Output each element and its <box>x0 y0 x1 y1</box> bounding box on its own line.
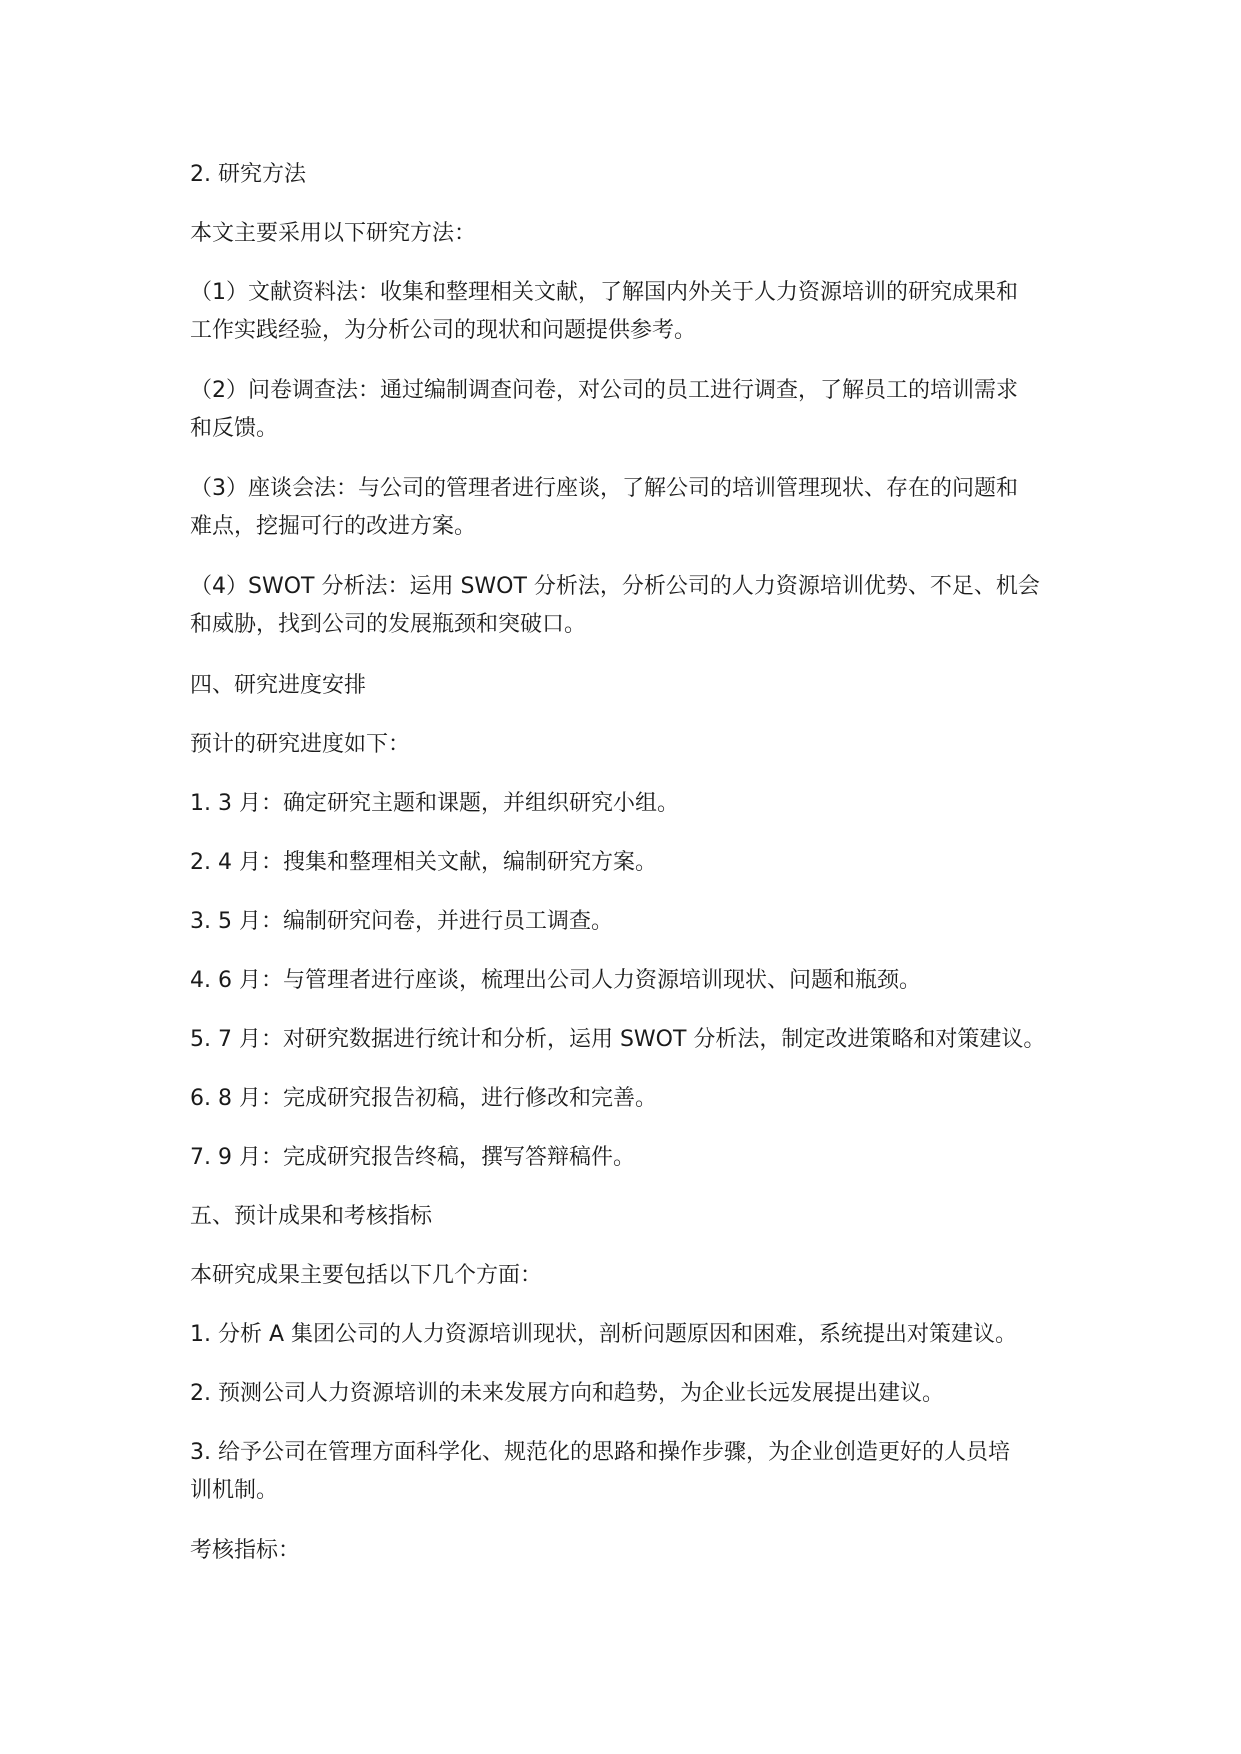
paragraph <box>190 1257 1070 1295</box>
paragraph <box>190 372 1070 448</box>
paragraph <box>190 568 1070 644</box>
text-line: 2. 研究方法 <box>190 162 306 187</box>
section-heading <box>190 1198 1070 1236</box>
list-item <box>190 1316 1070 1354</box>
text-line: （3）座谈会法：与公司的管理者进行座谈，了解公司的培训管理现状、存在的问题和 <box>190 476 1018 501</box>
text-line: 1. 3 月：确定研究主题和课题，并组织研究小组。 <box>190 791 679 816</box>
list-item <box>190 1139 1070 1177</box>
list-item <box>190 1375 1070 1413</box>
list-item <box>190 844 1070 882</box>
text-line: 训机制。 <box>190 1478 279 1503</box>
list-item <box>190 1080 1070 1118</box>
list-item <box>190 785 1070 823</box>
text-line: 2. 预测公司人力资源培训的未来发展方向和趋势，为企业长远发展提出建议。 <box>190 1381 944 1406</box>
text-line: 和反馈。 <box>190 416 279 441</box>
text-line: （1）文献资料法：收集和整理相关文献，了解国内外关于人力资源培训的研究成果和 <box>190 280 1018 305</box>
text-line: 本研究成果主要包括以下几个方面： <box>190 1263 543 1288</box>
text-line: 2. 4 月：搜集和整理相关文献，编制研究方案。 <box>190 850 657 875</box>
text-line: 7. 9 月：完成研究报告终稿，撰写答辩稿件。 <box>190 1145 635 1170</box>
list-item <box>190 1434 1070 1510</box>
paragraph <box>190 470 1070 546</box>
list-item <box>190 903 1070 941</box>
section-heading <box>190 156 1070 194</box>
text-line: 四、研究进度安排 <box>190 673 367 698</box>
text-line: 考核指标： <box>190 1538 301 1563</box>
list-item <box>190 1021 1070 1059</box>
text-line: 3. 给予公司在管理方面科学化、规范化的思路和操作步骤，为企业创造更好的人员培 <box>190 1440 1010 1465</box>
text-line: 1. 分析 A 集团公司的人力资源培训现状，剖析问题原因和困难，系统提出对策建议。 <box>190 1322 1018 1347</box>
text-line: 预计的研究进度如下： <box>190 732 411 757</box>
text-line: 4. 6 月：与管理者进行座谈，梳理出公司人力资源培训现状、问题和瓶颈。 <box>190 968 921 993</box>
section-heading <box>190 667 1070 705</box>
paragraph <box>190 726 1070 764</box>
list-item <box>190 962 1070 1000</box>
paragraph <box>190 1532 1070 1570</box>
text-line: 难点，挖掘可行的改进方案。 <box>190 514 477 539</box>
text-line: 和威胁，找到公司的发展瓶颈和突破口。 <box>190 612 587 637</box>
text-line: （2）问卷调查法：通过编制调查问卷，对公司的员工进行调查，了解员工的培训需求 <box>190 378 1018 403</box>
paragraph <box>190 274 1070 350</box>
text-line: 5. 7 月：对研究数据进行统计和分析，运用 SWOT 分析法，制定改进策略和对策建议。 <box>190 1027 1046 1052</box>
text-line: 工作实践经验，为分析公司的现状和问题提供参考。 <box>190 318 697 343</box>
text-line: 本文主要采用以下研究方法： <box>190 221 477 246</box>
text-line: （4）SWOT 分析法：运用 SWOT 分析法，分析公司的人力资源培训优势、不足、机会 <box>190 574 1040 599</box>
paragraph <box>190 215 1070 253</box>
text-line: 五、预计成果和考核指标 <box>190 1204 433 1229</box>
text-line: 3. 5 月：编制研究问卷，并进行员工调查。 <box>190 909 613 934</box>
text-line: 6. 8 月：完成研究报告初稿，进行修改和完善。 <box>190 1086 657 1111</box>
